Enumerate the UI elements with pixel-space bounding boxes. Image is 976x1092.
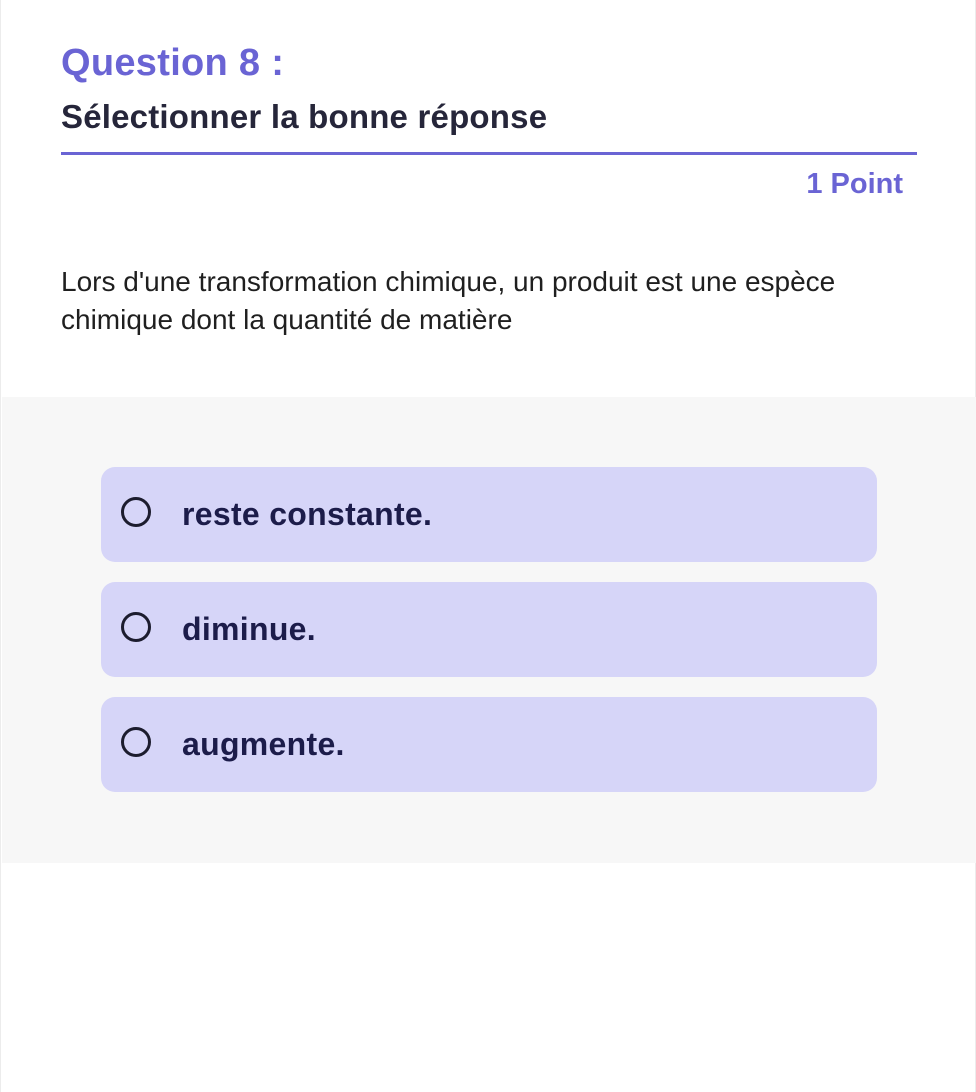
- header-divider: [61, 152, 917, 155]
- answer-option-3[interactable]: [101, 697, 877, 792]
- points-label: 1 Point: [806, 168, 903, 200]
- radio-unchecked-icon[interactable]: [121, 612, 151, 642]
- answer-option-1[interactable]: [101, 467, 877, 562]
- answer-option-label: reste constante.: [182, 496, 433, 532]
- question-text: Lors d'une transformation chimique, un produit est une espèce chimique dont la quantité de matière: [61, 266, 836, 335]
- question-number: Question 8 :: [61, 42, 285, 84]
- question-header: [61, 40, 917, 138]
- answer-option-label: augmente.: [182, 726, 345, 762]
- radio-unchecked-icon[interactable]: [121, 497, 151, 527]
- radio-unchecked-icon[interactable]: [121, 727, 151, 757]
- answers-panel: [2, 397, 976, 863]
- question-instruction: Sélectionner la bonne réponse: [61, 98, 548, 135]
- answer-option-label: diminue.: [182, 611, 316, 647]
- answer-option-2[interactable]: [101, 582, 877, 677]
